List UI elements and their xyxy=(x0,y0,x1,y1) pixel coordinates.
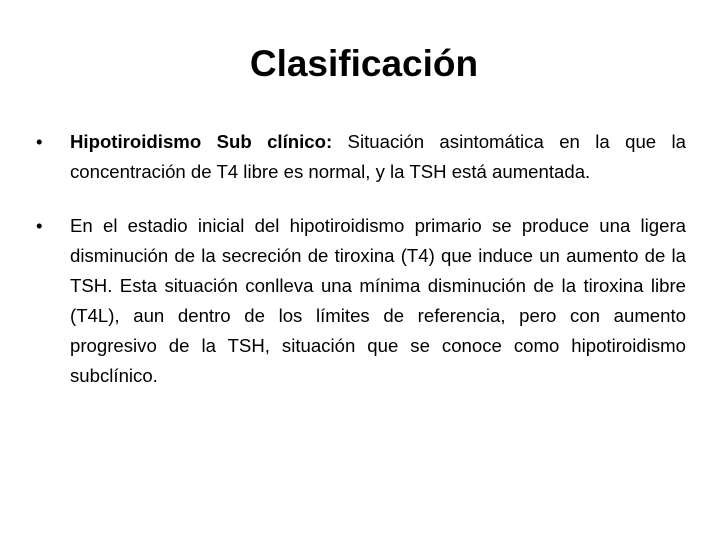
bullet-marker: • xyxy=(36,215,43,236)
bullet-text: En el estadio inicial del hipotiroidismo primario se produce una ligera disminución de la secreción de tiroxina (T4) que induce un aumento de la TSH. Esta situación conlleva una mínima disminución de la tiroxina libre (T4L), aun dentro de los límites de referencia, pero con aumento progresivo de la TSH, situación que se conoce como hipotiroidismo subclínico. xyxy=(70,215,686,386)
bullet-list xyxy=(36,127,686,391)
slide-title: Clasificación xyxy=(249,43,479,84)
bullet-item-initial-stage xyxy=(36,211,686,391)
bullet-item-subclinical-definition xyxy=(36,127,686,187)
bullet-text: Situación asintomática en la que la concentración de T4 libre es normal, y la TSH está aumentada. xyxy=(70,131,687,182)
bullet-lead-term: Hipotiroidismo Sub clínico: xyxy=(70,131,333,152)
bullet-marker: • xyxy=(36,131,43,152)
